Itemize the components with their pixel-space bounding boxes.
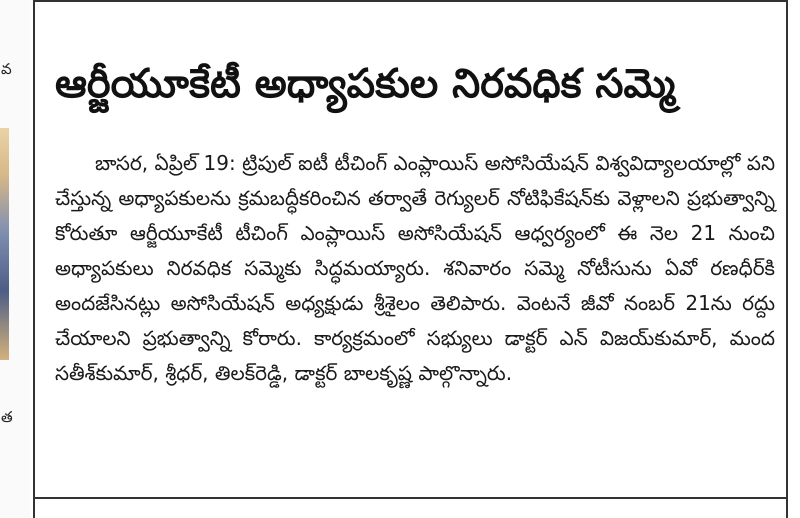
box-rule-bottom [33,497,788,499]
article-headline: ఆర్జీయూకేటీ అధ్యాపకుల నిరవధిక సమ్మె [55,61,676,107]
box-rule-top [33,0,788,2]
column-rule-left [33,0,35,518]
article-body: బాసర, ఏప్రిల్ 19: ట్రిపుల్ ఐటీ టీచింగ్ ఎంప్లాయిస్ అసోసియేషన్ విశ్వవిద్యాలయాల్లో పని చేస్తున్న అధ్యాపకులను క్రమబద్ధీకరించిన తర్వాతే రెగ్యులర్ నోటిఫికేషన్‌కు వెళ్లాలని ప్రభుత్వాన్ని కోరుతూ ఆర్జీయూకేటీ టీచింగ్ ఎంప్లాయిస్ అసోసియేషన్ ఆధ్వర్యంలో ఈ నెల 21 నుంచి అధ్యాపకులు నిరవధిక సమ్మెకు సిద్ధమయ్యారు. శనివారం సమ్మె నోటీసును ఏవో రణధీర్‌కి అందజేసినట్లు అసోసియేషన్ అధ్యక్షుడు శ్రీశైలం తెలిపారు. వెంటనే జీవో నంబర్ 21ను రద్దు చేయాలని ప్రభుత్వాన్ని కోరారు. కార్యక్రమంలో సభ్యులు డాక్టర్ ఎన్ విజయ్‌కుమార్, మంద సతీశ్‌కుమార్, శ్రీధర్, తిలక్‌రెడ్డి, డాక్టర్ బాలకృష్ణ పాల్గొన్నారు. [55,151,775,385]
adjacent-column-fragment [0,0,30,518]
adjacent-photo-fragment [0,128,9,360]
column-rule-right [786,0,788,518]
adjacent-column-text-top: వ [1,60,12,78]
adjacent-column-text-bottom: త [1,408,13,426]
